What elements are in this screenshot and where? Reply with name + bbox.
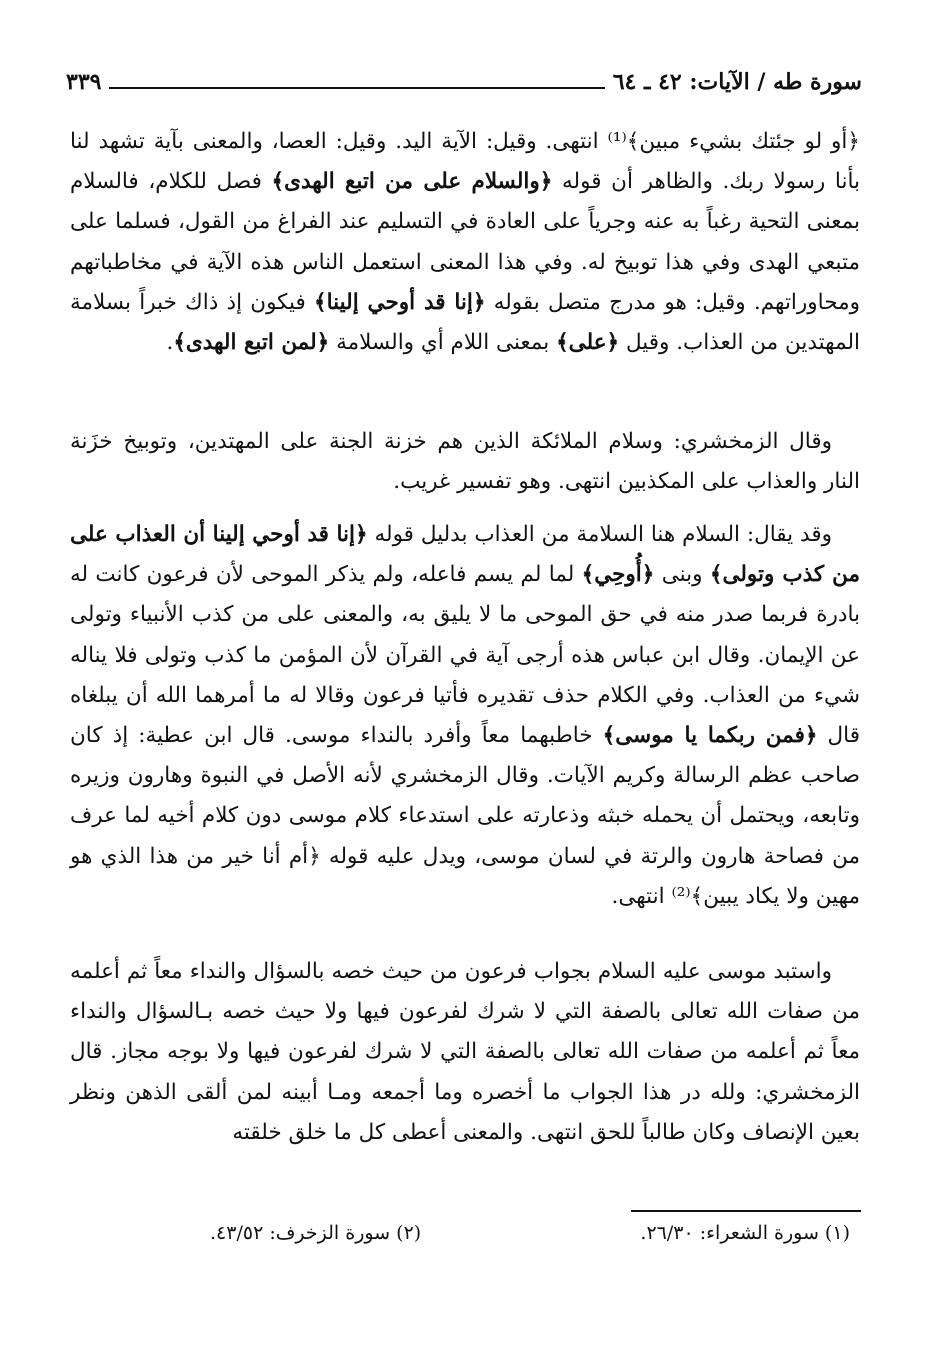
footnote-1: (١) سورة الشعراء: ٢٦/٣٠. [640, 1222, 850, 1244]
paragraph [70, 515, 860, 917]
text-run: . [166, 330, 174, 356]
footnote-rule [631, 1210, 861, 1212]
quran-quote: ﴿فمن ربكما يا موسى﴾ [602, 723, 818, 749]
footnote-2: (٢) سورة الزخرف: ٤٣/٥٢. [210, 1222, 422, 1244]
page-number: ٣٣٩ [66, 69, 102, 95]
text-run: وقد يقال: السلام هنا السلامة من العذاب بدليل قوله [367, 522, 832, 547]
paragraph [70, 122, 860, 363]
text-run: خاطبهما معاً وأفرد بالنداء موسى. قال ابن عطية: إذ كان صاحب عظم الرسالة وكريم الآيات. وقال الزمخشري لأنه الأصل في النبوة وهارون وزيره وتابعه، ويحتمل أن يحمله خبثه وذعارته على استدعاء كلام موسى دون كلام أخيه لما عرف من فصاحة هارون والرتة في لسان موسى، ويدل عليه قوله [70, 723, 860, 869]
page-header [66, 62, 862, 102]
text-run: وقال الزمخشري: وسلام الملائكة الذين هم خزنة الجنة على المهتدين، وتوبيخ خزَنة النار والعذاب على المكذبين انتهى. وهو تفسير غريب. [70, 429, 860, 495]
footnotes [210, 1222, 850, 1258]
quran-quote: ﴿إنا قد أوحي إلينا أن العذاب على من كذب وتولى﴾ [70, 522, 861, 588]
quran-quote: ﴿أُوحِي﴾ [581, 562, 655, 588]
quran-quote: ﴿إنا قد أوحي إلينا﴾ [314, 289, 486, 315]
quran-quote: ﴿لمن اتبع الهدى﴾ [173, 330, 330, 356]
header-rule [109, 87, 604, 89]
quran-quote: ﴿والسلام على من اتبع الهدى﴾ [271, 169, 553, 195]
text-run: ⁽²⁾ [671, 883, 691, 909]
text-run: ﴿أم أنا خير من هذا الذي هو مهين ولا يكاد يبين﴾ [70, 843, 860, 909]
text-run: بمعنى اللام أي والسلامة [329, 330, 557, 356]
text-run: لما لم يسم فاعله، ولم يذكر الموحى لأن فرعون كانت له بادرة فربما صدر منه في حق الموحى ما لا يليق به، والمعنى على من كذب الأنبياء وتولى عن الإيمان. وقال ابن عباس هذه أرجى آية في القرآن لأن المؤمن ما كذب وتولى فلا يناله شيء من العذاب. وفي الكلام حذف تقديره فأتيا فرعون وقالا له ما أمرهما الله أن يبلغاه قال [70, 562, 860, 749]
paragraph [70, 422, 860, 502]
running-title: سورة طه / الآيات: ٤٢ ـ ٦٤ [612, 69, 862, 95]
text-run: ⁽¹⁾ [607, 129, 627, 154]
paragraph [70, 952, 860, 1153]
text-run: انتهى. وقيل: الآية اليد. وقيل: العصا، والمعنى بآية تشهد لنا بأنا رسولا ربك. والظاهر أن قوله [70, 129, 861, 195]
quran-quote: ﴿على﴾ [556, 330, 620, 356]
text-run: فصل للكلام، فالسلام بمعنى التحية رغباً به عنه وجرياً على العادة في التسليم عند الفراغ من القول، فسلما على متبعي الهدى وفي هذا توبيخ له. وفي هذا المعنى استعمل الناس هذه الآية في مخاطباتهم ومحاوراتهم. وقيل: هو مدرج متصل بقوله [70, 169, 860, 315]
text-run: فيكون إذ ذاك خبراً بسلامة المهتدين من العذاب. وقيل [70, 289, 860, 356]
text-run: انتهى. [611, 883, 672, 909]
text-run: ﴿أو لو جئتك بشيء مبين﴾ [626, 129, 861, 154]
text-run: وبنى [654, 562, 710, 588]
text-run: واستبد موسى عليه السلام بجواب فرعون من حيث خصه بالسؤال والنداء معاً ثم أعلمه من صفات الله تعالى بالصفة التي لا شرك لفرعون فيها ولا حيث خصه بـالسؤال والنداء معاً ثم أعلمه من صفات الله تعالى بالصفة التي لا شرك لفرعون فيها ولا بوجه مجاز. قال الزمخشري: ولله در هذا الجواب ما أخصره وما أجمعه ومـا أبينه لمن ألقى الذهن ونظر بعين الإنصاف وكان طالباً للحق انتهى. والمعنى أعطى كل ما خلق خلقته [70, 959, 860, 1145]
